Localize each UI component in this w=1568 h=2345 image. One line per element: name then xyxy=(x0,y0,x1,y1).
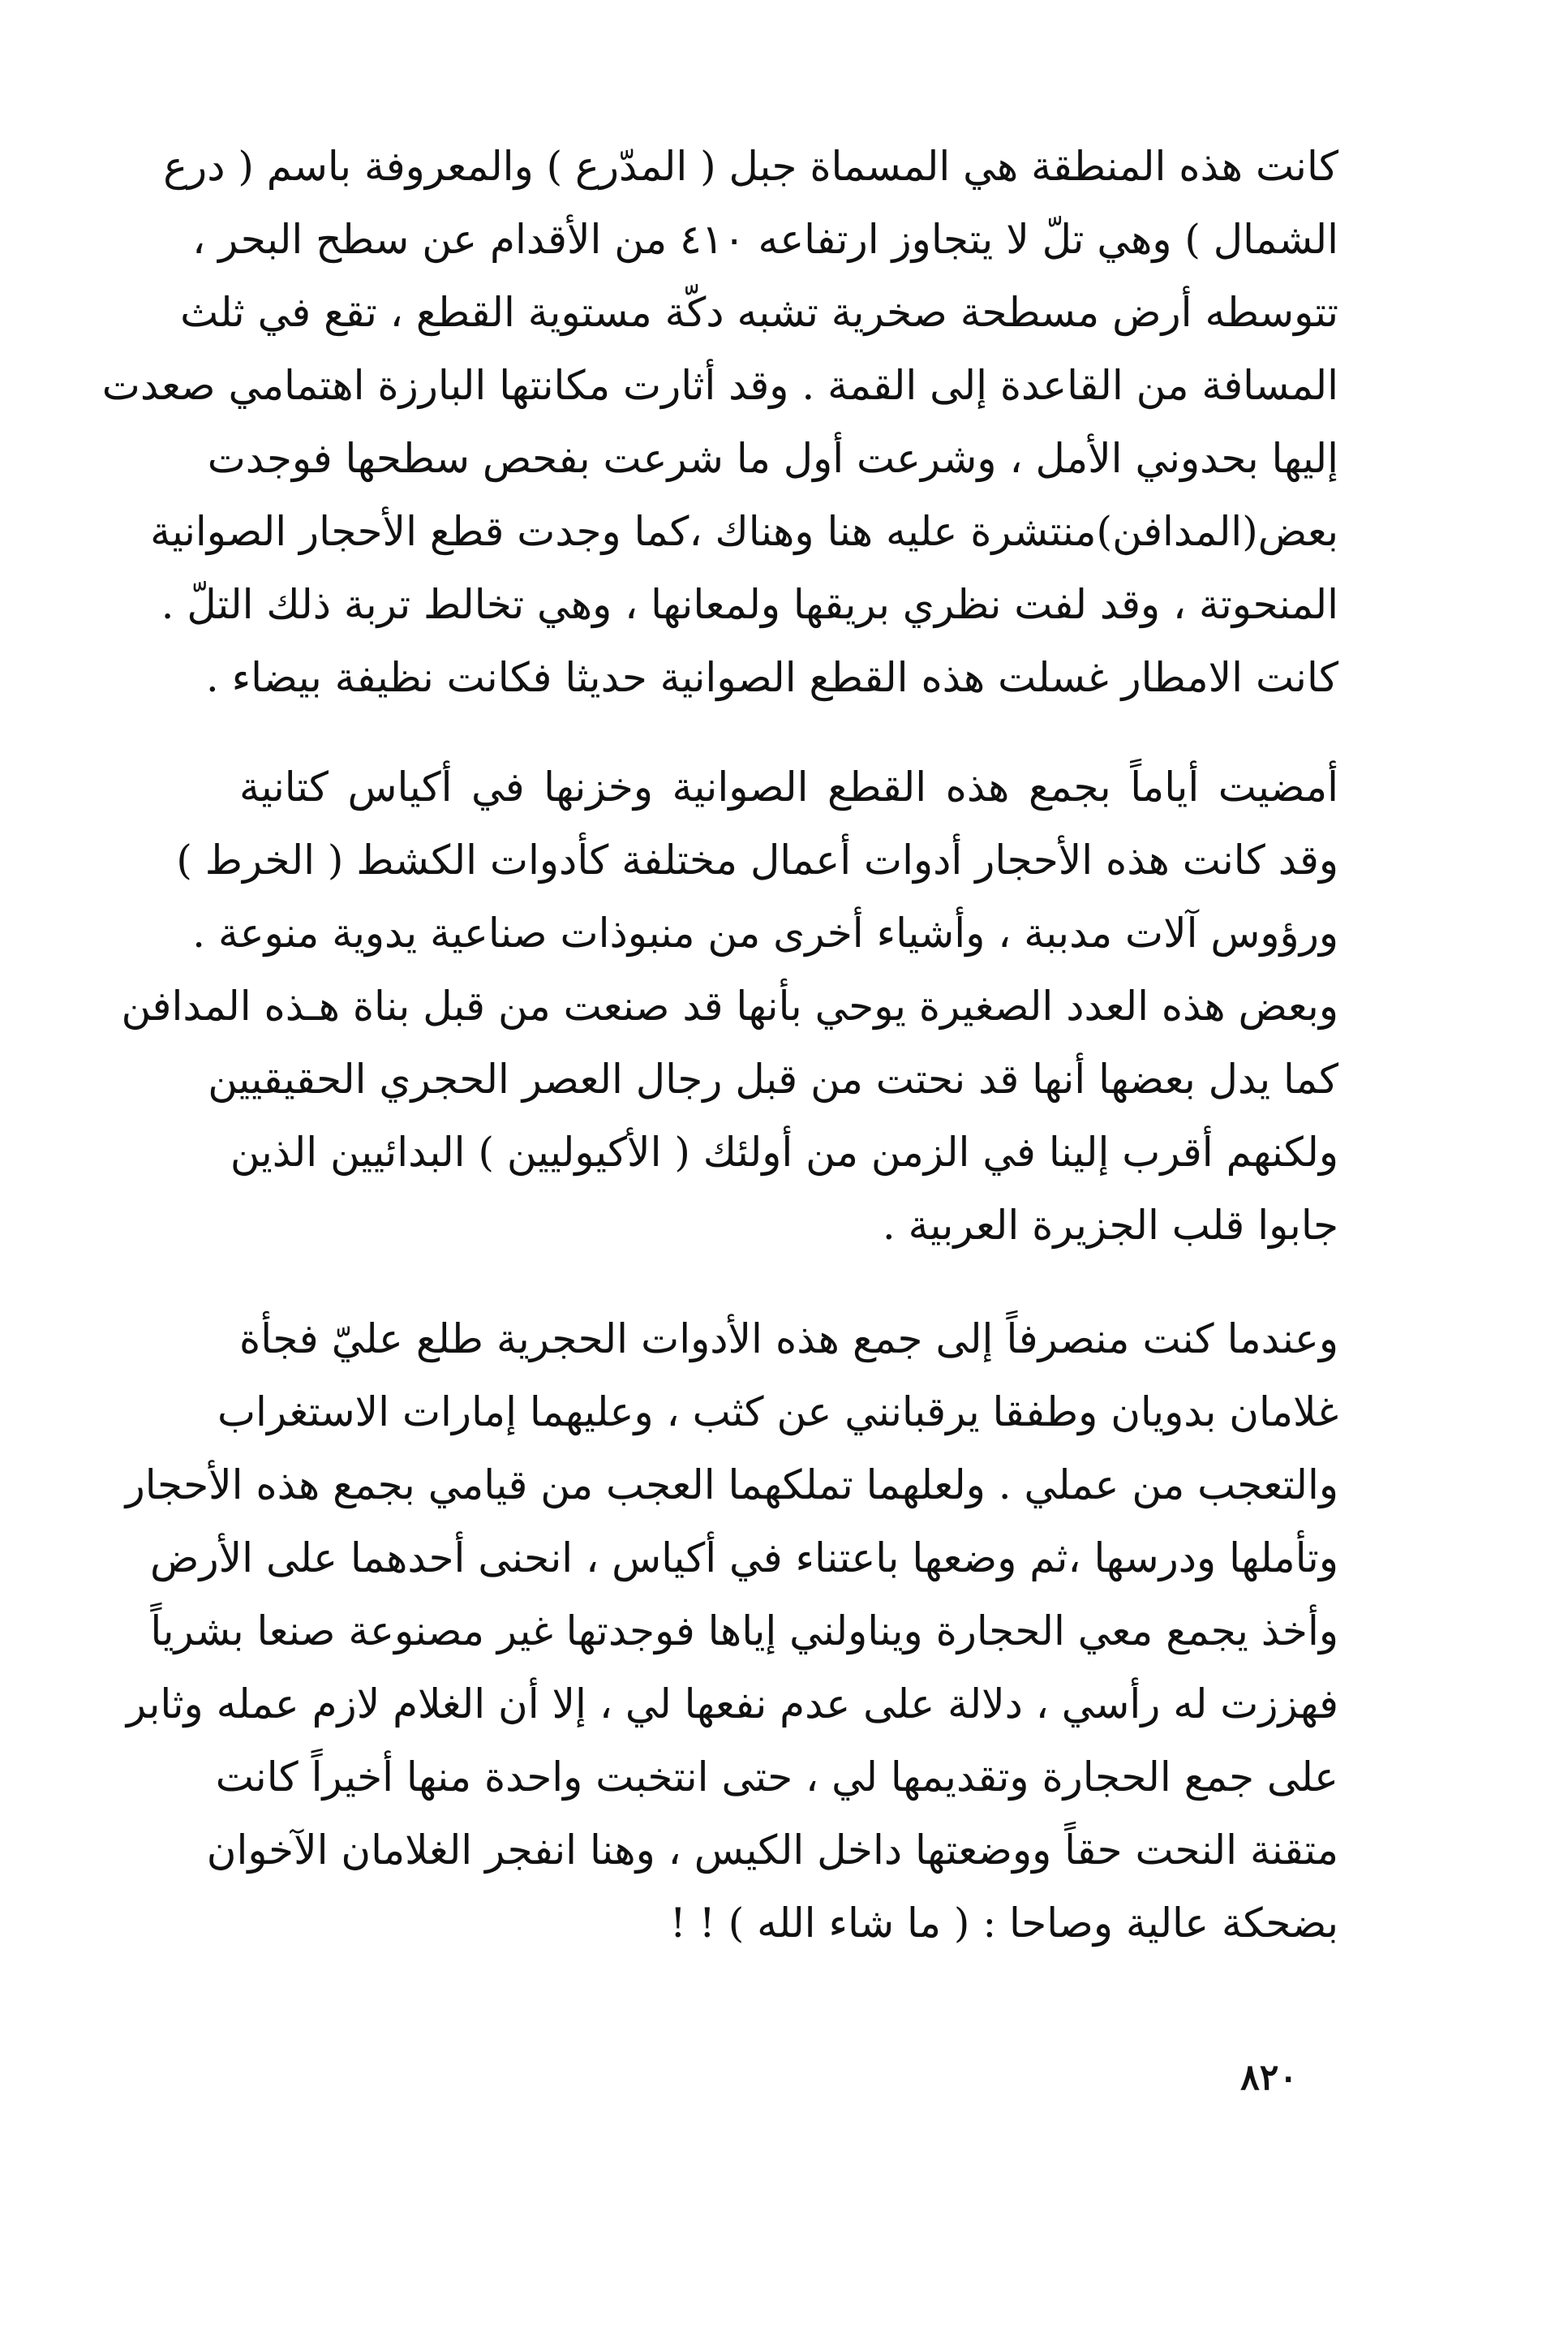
text-line: جابوا قلب الجزيرة العربية . xyxy=(882,1202,1338,1249)
text-line: تتوسطه أرض مسطحة صخرية تشبه دكّة مستوية القطع ، تقع في ثلث xyxy=(180,289,1338,336)
text-line: وقد كانت هذه الأحجار أدوات أعمال مختلفة كأدوات الكشط ( الخرط ) xyxy=(176,837,1338,884)
text-line: وبعض هذه العدد الصغيرة يوحي بأنها قد صنعت من قبل بناة هـذه المدافن xyxy=(121,983,1338,1030)
text-line: كانت هذه المنطقة هي المسماة جبل ( المدّرع ) والمعروفة باسم ( درع xyxy=(163,143,1338,190)
text-line: كانت الامطار غسلت هذه القطع الصوانية حديثا فكانت نظيفة بيضاء . xyxy=(205,654,1338,701)
text-line: متقنة النحت حقاً ووضعتها داخل الكيس ، وهنا انفجر الغلامان الآخوان xyxy=(206,1827,1338,1874)
text-line: وعندما كنت منصرفاً إلى جمع هذه الأدوات الحجرية طلع عليّ فجأة xyxy=(239,1315,1338,1362)
text-line: ورؤوس آلات مدببة ، وأشياء أخرى من منبوذات صناعية يدوية منوعة . xyxy=(192,910,1338,957)
text-line: غلامان بدويان وطفقا يرقبانني عن كثب ، وعليهما إمارات الاستغراب xyxy=(217,1388,1338,1435)
paragraph-3 xyxy=(125,1302,1338,1960)
text-line: كما يدل بعضها أنها قد نحتت من قبل رجال العصر الحجري الحقيقيين xyxy=(208,1056,1338,1103)
text-line: والتعجب من عملي . ولعلهما تملكهما العجب من قيامي بجمع هذه الأحجار xyxy=(125,1461,1338,1508)
text-line: فهززت له رأسي ، دلالة على عدم نفعها لي ، إلا أن الغلام لازم عمله وثابر xyxy=(126,1680,1338,1728)
text-line: بعض(المدافن)منتشرة عليه هنا وهناك ،كما وجدت قطع الأحجار الصوانية xyxy=(150,508,1338,555)
paragraph-2 xyxy=(121,751,1338,1262)
text-line: بضحكة عالية وصاحا : ( ما شاء الله ) ! ! xyxy=(669,1900,1338,1947)
text-line: أمضيت أياماً بجمع هذه القطع الصوانية وخزنها في أكياس كتانية xyxy=(239,764,1338,811)
text-line: ولكنهم أقرب إلينا في الزمن من أولئك ( الأكيوليين ) البدائيين الذين xyxy=(230,1129,1338,1176)
text-line: وأخذ يجمع معي الحجارة ويناولني إياها فوجدتها غير مصنوعة صنعا بشرياً xyxy=(150,1607,1338,1654)
text-line: وتأملها ودرسها ،ثم وضعها باعتناء في أكياس ، انحنى أحدهما على الأرض xyxy=(150,1534,1338,1581)
paragraph-1 xyxy=(101,130,1338,714)
text-line: الشمال ) وهي تلّ لا يتجاوز ارتفاعه ٤١٠ من الأقدام عن سطح البحر ، xyxy=(192,216,1338,263)
text-line: على جمع الحجارة وتقديمها لي ، حتى انتخبت واحدة منها أخيراً كانت xyxy=(215,1753,1338,1801)
page-number: ٨٢٠ xyxy=(1240,2057,1298,2098)
text-line: إليها بحدوني الأمل ، وشرعت أول ما شرعت بفحص سطحها فوجدت xyxy=(207,435,1338,482)
text-line: المسافة من القاعدة إلى القمة . وقد أثارت مكانتها البارزة اهتمامي صعدت xyxy=(101,362,1338,409)
text-line: المنحوتة ، وقد لفت نظري بريقها ولمعانها ، وهي تخالط تربة ذلك التلّ . xyxy=(161,581,1338,628)
